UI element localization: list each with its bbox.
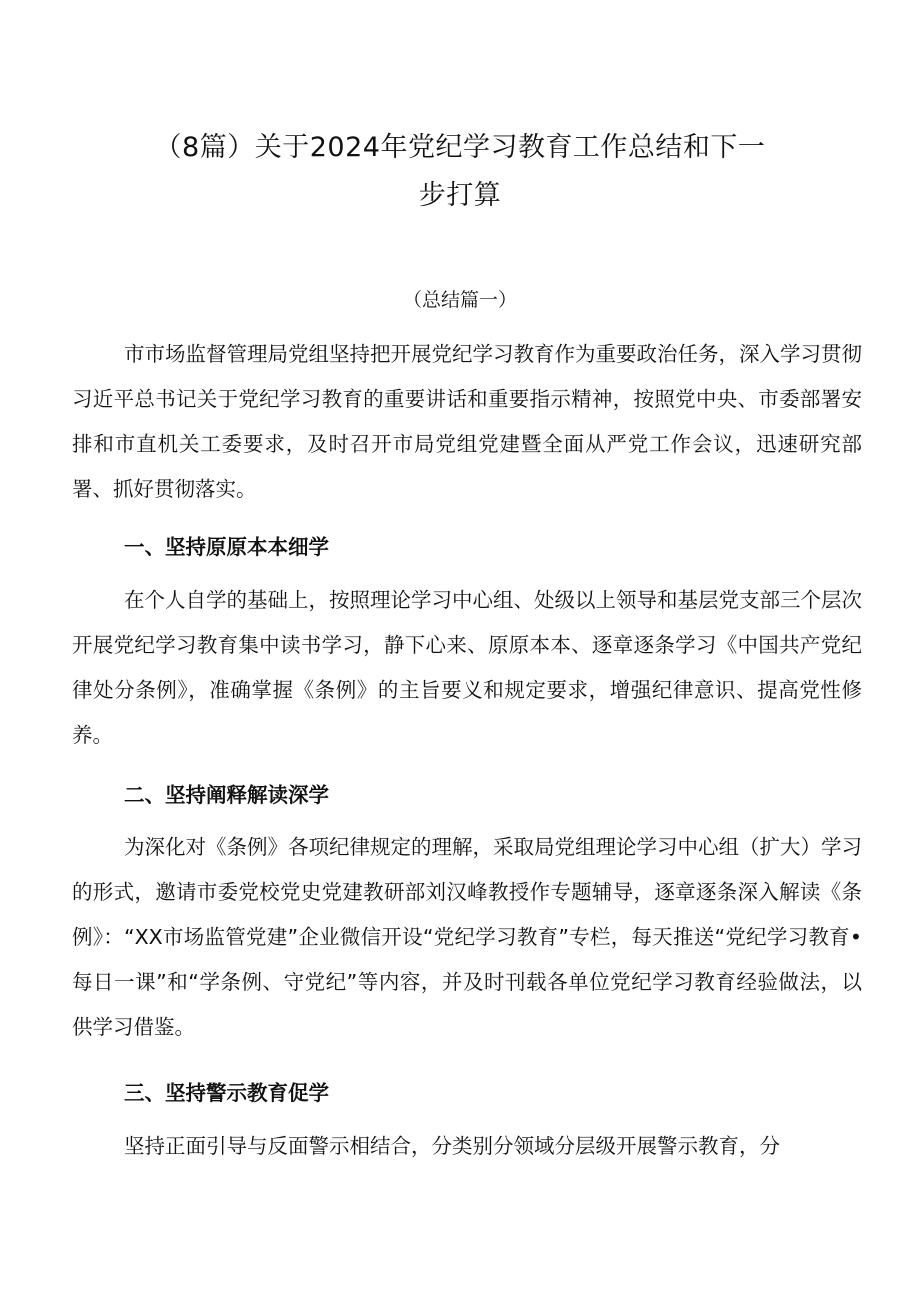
document-subtitle: （总结篇一） [402, 289, 517, 311]
intro-paragraph: 市市场监督管理局党组坚持把开展党纪学习教育作为重要政治任务，深入学习贯彻习近平总书记关于党纪学习教育的重要讲话和重要指示精神，按照党中央、市委部署安排和市直机关工委要求，及时召开市局党组党建暨全面从严党工作会议，迅速研究部署、抓好贯彻落实。 [72, 342, 862, 501]
section-paragraph-1: 在个人自学的基础上，按照理论学习中心组、处级以上领导和基层党支部三个层次开展党纪学习教育集中读书学习，静下心来、原原本本、逐章逐条学习《中国共产党纪律处分条例》，准确掌握《条例》的主旨要义和规定要求，增强纪律意识、提高党性修养。 [72, 588, 862, 747]
document-title-line-1: （8篇）关于2024年党纪学习教育工作总结和下一 [154, 132, 766, 163]
section-paragraph-2: 为深化对《条例》各项纪律规定的理解，采取局党组理论学习中心组（扩大）学习的形式，邀请市委党校党史党建教研部刘汉峰教授作专题辅导，逐章逐条深入解读《条例》：“XX市场监管党建”企业微信开设“党纪学习教育”专栏，每天推送“党纪学习教育•每日一课”和“学条例、守党纪”等内容，并及时刊载各单位党纪学习教育经验做法，以供学习借鉴。 [72, 835, 862, 1039]
section-heading-3: 三、坚持警示教育促学 [124, 1081, 329, 1105]
section-paragraph-3: 坚持正面引导与反面警示相结合，分类别分领域分层级开展警示教育，分 [124, 1134, 780, 1158]
document-title [90, 124, 830, 220]
section-heading-2: 二、坚持阐释解读深学 [124, 783, 329, 807]
document-title-line-2: 步打算 [418, 180, 502, 211]
section-heading-1: 一、坚持原原本本细学 [124, 535, 329, 559]
